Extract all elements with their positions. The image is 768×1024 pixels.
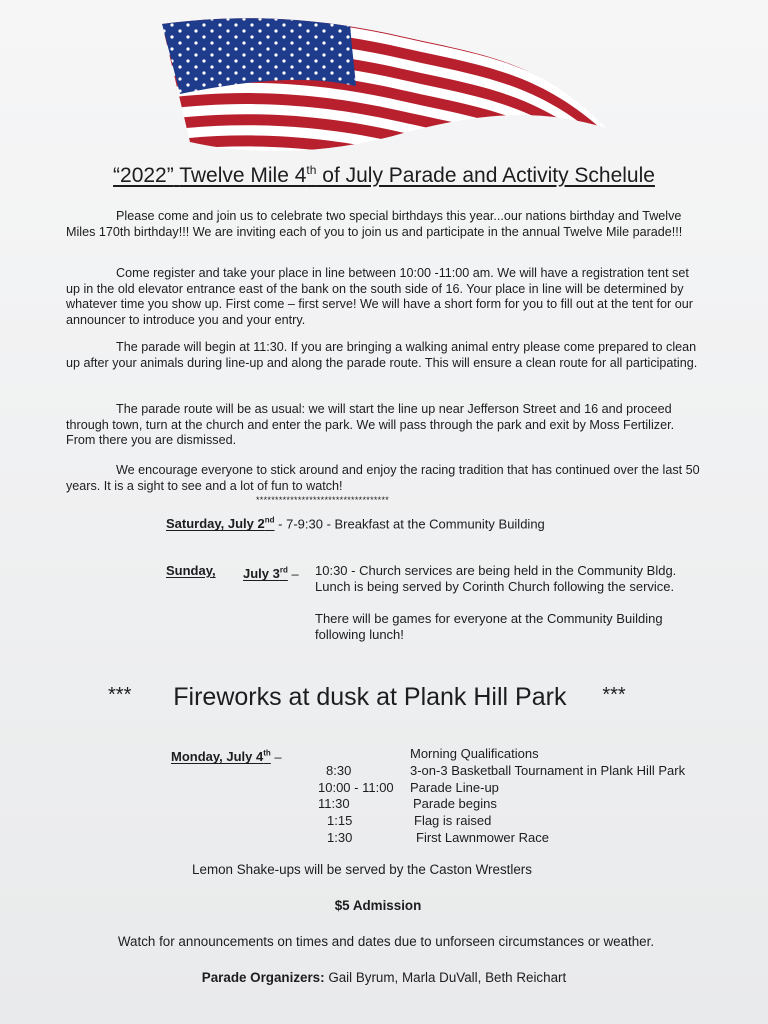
parade-organizers: Parade Organizers: Gail Byrum, Marla DuVall, Beth Reichart [201,970,567,985]
saturday-schedule: Saturday, July 2nd - 7-9:30 - Breakfast at the Community Building [166,516,545,532]
page-title: “2022” Twelve Mile 4th of July Parade and Activity Schelule [113,163,655,187]
sunday-schedule [166,563,216,579]
saturday-event: 7-9:30 - Breakfast at the Community Building [286,516,545,532]
admission-price: $5 Admission [334,898,422,913]
monday-event-time: 8:30 [326,762,352,778]
monday-event-time: 10:00 - 11:00 [318,779,394,795]
lemon-shakeups-note: Lemon Shake-ups will be served by the Caston Wrestlers [192,862,532,877]
monday-event-name: 3-on-3 Basketball Tournament in Plank Hill Park [410,762,686,778]
fireworks-text: Fireworks at dusk at Plank Hill Park [173,683,567,711]
monday-event-name: Parade begins [413,796,497,812]
stars-divider: *********************************** [256,495,390,505]
saturday-date: Saturday, July 2nd [166,516,275,532]
parade-route-paragraph: The parade route will be as usual: we will start the line up near Jefferson Street and 16 and proceed through town, turn at the church and enter the park. We will pass through the park and exit by Moss Fertilizer. From there you are dismissed. [66,402,675,448]
fireworks-announcement: *** Fireworks at dusk at Plank Hill Park *** [108,683,626,711]
parade-start-paragraph: The parade will begin at 11:30. If you are bringing a walking animal entry please come prepared to clean up after your animals during line-up and along the parade route. This will ensure a clean route for all participating. [66,340,698,370]
monday-event-name: First Lawnmower Race [416,830,549,845]
monday-event-name: Flag is raised [414,813,492,829]
sunday-events: 10:30 - Church services are being held in the Community Bldg. Lunch is being served by Corinth Church following the service. There will be games for everyone at the Community Building following lunch! [315,563,677,642]
sunday-date-block: July 3rd – [243,566,299,582]
sunday-day: Sunday, [166,563,216,578]
sunday-date: July 3rd [243,566,288,582]
registration-paragraph: Come register and take your place in line between 10:00 -11:00 am. We will have a registration tent set up in the old elevator entrance east of the bank on the south side of 16. Your place in line will be determined by whatever time you show up. First come – first serve! We will have a short form for you to fill out at the tent for our announcer to introduce you and your entry. [66,266,693,327]
monday-date: Monday, July 4th – [171,749,282,765]
monday-event-name: Parade Line-up [410,779,499,795]
monday-event-name: Morning Qualifications [410,746,539,761]
intro-paragraph: Please come and join us to celebrate two special birthdays this year...our nations birthday and Twelve Miles 170th birthday!!! We are inviting each of you to join us and participate in the annual Twelve Mile parade!!! [66,209,683,239]
monday-event-time: 1:15 [327,813,353,829]
announcement-notice: Watch for announcements on times and dates due to unforseen circumstances or weather. [117,934,655,949]
american-flag-icon [160,16,608,156]
racing-paragraph: We encourage everyone to stick around and enjoy the racing tradition that has continued over the last 50 years. It is a sight to see and a lot of fun to watch! [66,463,700,493]
monday-event-time: 1:30 [327,830,353,845]
monday-event-time: 11:30 [318,796,350,812]
